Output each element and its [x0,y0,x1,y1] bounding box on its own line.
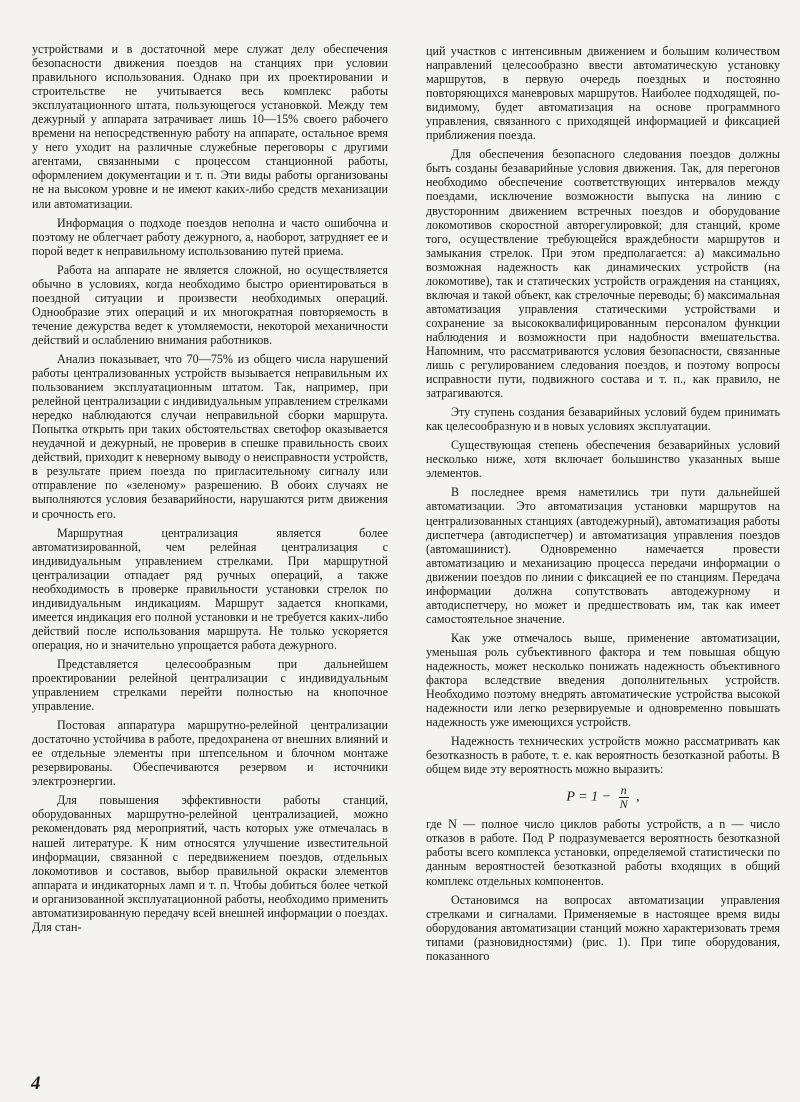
formula-denominator: N [619,797,628,812]
paragraph: Как уже отмечалось выше, применение автоматизации, уменьшая роль субъективного фактора и тем повышая общую надежность, может несколько понижать надежность объективного фактора вследствие введения дополнительных устройств. Необходимо поэтому внедрять автоматические устройства высокой надежности или легко резервируемые и одновременно повышать надежность уже имеющихся устройств. [426,630,780,730]
paragraph: Надежность технических устройств можно рассматривать как безотказность в работе, т. е. как вероятность безотказной работы. В общем виде эту вероятность можно выразить: [426,734,780,777]
paragraph: Эту ступень создания безаварийных условий будем принимать как целесообразную и в новых условиях эксплуатации. [426,405,780,434]
right-column [426,44,780,968]
paragraph: Представляется целесообразным при дальнейшем проектировании релейной централизации с индивидуальным управлением стрелками перейти полностью на кнопочное управление. [32,656,388,714]
left-column [32,42,388,939]
formula-fraction [619,784,629,811]
paragraph: В последнее время наметились три пути дальнейшей автоматизации. Это автоматизация установки маршрутов на централизованных станциях (автодежурный), автоматизация работы диспетчера (автодиспетчер) и автоматизация управления поездов (автомашинист). Одновременно намечается провести автоматизацию и механизацию процесса передачи информации о движении поездов по линии с фиксацией ее по станциям. Передача информации должна сопутствовать автодежурному и автодиспетчеру, но может и предшествовать им, так как имеет самостоятельное значение. [426,485,780,626]
paragraph: где N — полное число циклов работы устройств, а n — число отказов в работе. Под P подразумевается вероятность безотказной работы всего комплекса установки, определяемой статистически по данным вероятностей безотказной работы входящих в общий комплекс отдельных компонентов. [426,817,780,888]
reliability-formula [426,784,780,811]
paragraph: Маршрутная централизация является более автоматизированной, чем релейная централизация с индивидуальным управлением стрелками. При маршрутной централизации отпадает ряд ручных операций, а также необходимость в проверке правильности установки стрелок по индивидуальным индикациям. Маршрут задается кнопками, имеется индикация его полной установки и не требуется каких-либо действий после использования маршрута. Не только ускоряется операция, но и значительно упрощается работа дежурного. [32,525,388,652]
paragraph: Для обеспечения безопасного следования поездов должны быть созданы безаварийные условия движения. Так, для перегонов необходимо обеспечение соответствующих интервалов между поездами, исключение возможности выпуска на линию с двусторонним движением встречных поездов и оборудование локомотивов скоростной авторегулировкой; для станций, кроме того, осуществление требующейся враждебности маршрутов и замыкания стрелок. При этом предполагается: а) максимально возможная надежность как динамических устройств (на локомотиве), так и статических устройств ограждения на станциях, включая и такой объект, как стрелочные переводы; б) максимальная автоматизация управления статическими устройствами и сохранение за высококвалифицированным персоналом функции наблюдения и возможности при надобности вмешательства. Напомним, что рассматриваются условия безопасности, связанные лишь с регулированием следования поездов, и поэтому вопросы исправности пути, подвижного состава и т. п., как правило, не затрагиваются. [426,147,780,401]
paragraph: устройствами и в достаточной мере служат делу обеспечения безопасности движения поездов на станциях при условии правильного использования. Однако при их проектировании и строительстве не учитывается весь комплекс работы эксплуатационного штата, пользующегося установкой. Между тем дежурный у аппарата затрачивает лишь 10—15% своего рабочего времени на непосредственную работу на аппарате, остальное время у него уходит на различные служебные переговоры с другими агентами, связанными с процессом станционной работы, оформлением документации и т. п. Эти виды работы организованы не на высоком уровне и не имеют каких-либо средств механизации или автоматизации. [32,42,388,211]
paragraph: Для повышения эффективности работы станций, оборудованных маршрутно-релейной централизацией, можно рекомендовать ряд мероприятий, часть которых уже отмечалась в нашей литературе. К ним относятся улучшение известительной информации, связанной с передвижением поездов, отдельных локомотивов и составов, выбор правильной окраски элементов аппарата и индикаторных ламп и т. п. Чтобы добиться более четкой и организованной эксплуатационной работы, необходимо применить автоматизированную передачу всей внешней информации о поездах. Для стан- [32,793,388,934]
paragraph: Остановимся на вопросах автоматизации управления стрелками и сигналами. Применяемые в настоящее время виды оборудования автоматизации станций можно характеризовать тремя типами (разновидностями) (рис. 1). При типе оборудования, показанного [426,892,780,963]
page-number: 4 [31,1073,41,1094]
formula-trail: , [636,790,640,806]
formula-lhs: P = 1 − [566,790,612,806]
paragraph: Информация о подходе поездов неполна и часто ошибочна и поэтому не облегчает работу дежурного, а, наоборот, затрудняет ее и порой ведет к неправильному использованию путей приема. [32,215,388,258]
paragraph: Анализ показывает, что 70—75% из общего числа нарушений работы централизованных устройств вызывается неправильным их пользованием эксплуатационным штатом. Так, например, при релейной централизации с индивидуальным управлением стрелками нередко наблюдаются случаи неправильной сборки маршрута. Попытка открыть при таких обстоятельствах светофор оказывается неудачной и дежурный, не проверив в спешке правильность своих действий, приходит к неверному выводу о неисправности устройств, в результате прием поезда по пригласительному сигналу или отправление по «зеленому» разрешению. В обоих случаях не выполняются условия безаварийности, нарушаются ритм движения и срочность его. [32,351,388,521]
paragraph: Существующая степень обеспечения безаварийных условий несколько ниже, хотя включает большинство указанных выше элементов. [426,438,780,481]
formula-numerator: n [620,783,627,798]
paragraph: Постовая аппаратура маршрутно-релейной централизации достаточно устойчива в работе, предохранена от внешних влияний и ее отдельные элементы при штепсельном и блочном монтаже резервированы. Обеспечиваются резервом и источники электроэнергии. [32,718,388,789]
paragraph: Работа на аппарате не является сложной, но осуществляется обычно в условиях, когда необходимо быстро ориентироваться в поездной ситуации и произвести необходимых операций. Однообразие этих операций и их многократная повторяемость в течение дежурства ведет к утомляемости, некоторой механичности действий и ослаблению внимания работников. [32,262,388,347]
paragraph: ций участков с интенсивным движением и большим количеством направлений целесообразно ввести автоматическую установку маршрутов, в первую очередь поездных и постоянно повторяющихся маневровых маршрутов. Наиболее подходящей, по-видимому, будет автоматизация на основе программного управления, связанного с приходящей информацией и фиксацией приближения поезда. [426,44,780,143]
